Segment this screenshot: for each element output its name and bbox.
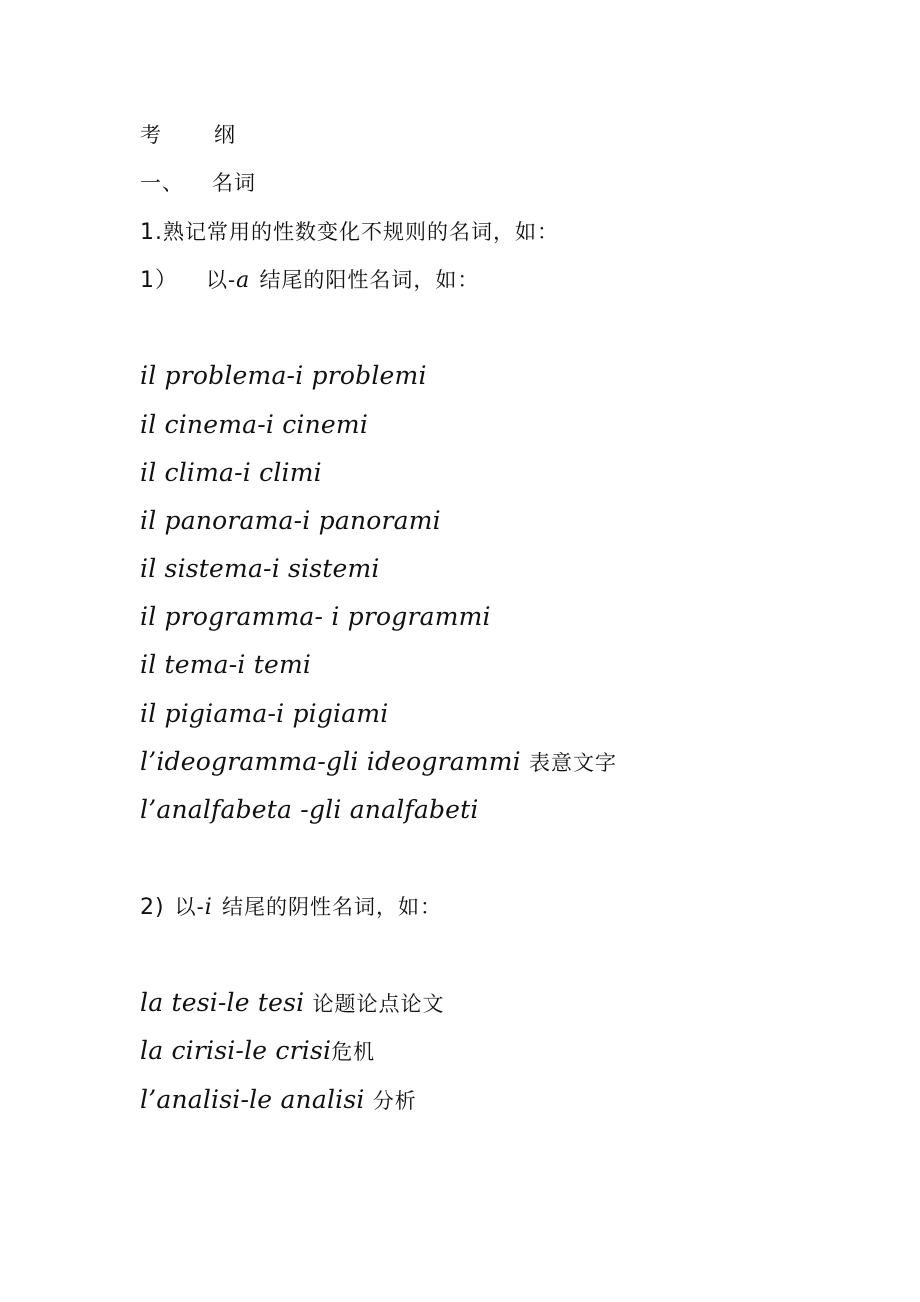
section-marker: 一、 [140,171,184,195]
point-1 [140,217,559,247]
term: il pigiama-i pigiami [140,699,389,728]
list-item [140,361,427,391]
list-item [140,458,322,488]
point-1-text: 熟记常用的性数变化不规则的名词，如： [163,220,559,244]
term: il programma- i programmi [140,602,491,631]
subpoint-1-marker: 1） [140,268,178,293]
list-item [140,988,445,1018]
list-item [140,747,617,777]
list-item [140,1036,375,1066]
term: la cirisi-le crisi [140,1036,332,1065]
list-item [140,795,479,825]
point-1-number: 1. [140,220,163,245]
title-char-1: 考 [140,123,162,147]
list-item [140,554,380,584]
subpoint-1 [140,265,479,295]
term: il sistema-i sistemi [140,554,380,583]
term: la tesi-le tesi [140,988,305,1017]
subpoint-2-text: 结尾的阴性名词，如： [221,895,442,919]
title-char-2: 纲 [214,123,236,147]
subpoint-2-marker: 2) [140,895,165,920]
subpoint-1-prefix: 以- [206,268,237,292]
list-item [140,410,368,440]
subpoint-2-ending: i [204,895,212,920]
gloss: 危机 [331,1040,376,1064]
section-label: 名词 [212,171,256,195]
subpoint-2 [140,892,442,922]
document-title [140,120,236,150]
term: il tema-i temi [140,650,312,679]
term: l’analfabeta -gli analfabeti [140,795,479,824]
gloss: 表意文字 [529,751,618,775]
term: il problema-i problemi [140,361,427,390]
term: l’analisi-le analisi [140,1085,365,1114]
term: il panorama-i panorami [140,506,441,535]
gloss: 论题论点论文 [312,992,445,1016]
term: l’ideogramma-gli ideogrammi [140,747,521,776]
list-item [140,1085,417,1115]
list-item [140,602,491,632]
list-item [140,650,311,680]
section-heading [140,168,256,198]
subpoint-2-prefix: 以- [174,895,205,919]
list-item [140,699,388,729]
subpoint-1-ending: a [236,268,250,293]
gloss: 分析 [372,1089,417,1113]
subpoint-1-text: 结尾的阳性名词，如： [259,268,480,292]
list-item [140,506,441,536]
term: il clima-i climi [140,458,322,487]
term: il cinema-i cinemi [140,410,369,439]
